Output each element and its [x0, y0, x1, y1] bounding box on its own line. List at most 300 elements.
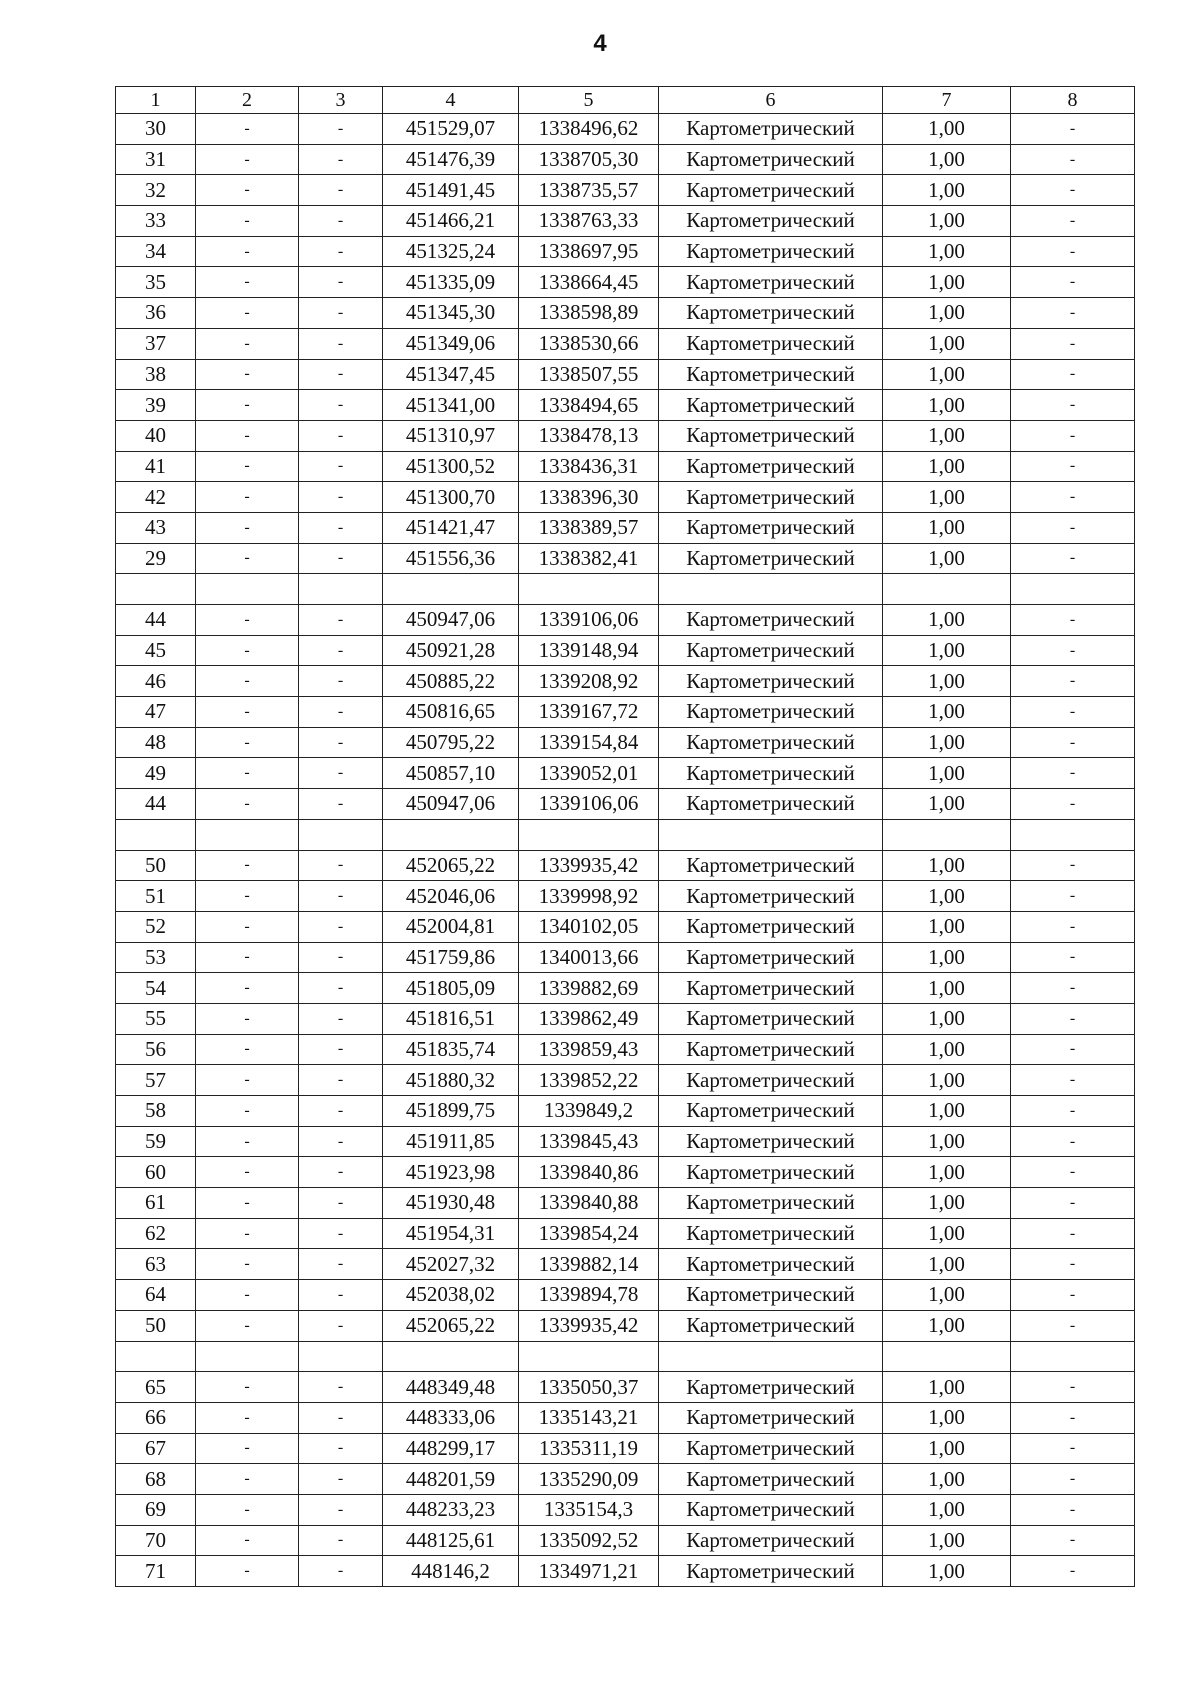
col3-cell: - [299, 758, 383, 789]
col2-cell: - [196, 1525, 299, 1556]
col2-cell: - [196, 236, 299, 267]
method-cell: Картометрический [659, 635, 883, 666]
col3-cell: - [299, 850, 383, 881]
accuracy-cell: 1,00 [883, 359, 1011, 390]
col2-cell: - [196, 390, 299, 421]
accuracy-cell: 1,00 [883, 942, 1011, 973]
col3-cell: - [299, 1126, 383, 1157]
method-cell: Картометрический [659, 206, 883, 237]
x-coordinate-cell: 451805,09 [383, 973, 519, 1004]
point-number-cell: 50 [116, 850, 196, 881]
col8-cell: - [1011, 1556, 1135, 1587]
col8-cell: - [1011, 881, 1135, 912]
col2-cell: - [196, 666, 299, 697]
point-number-cell: 66 [116, 1402, 196, 1433]
col3-cell: - [299, 1310, 383, 1341]
col8-cell: - [1011, 666, 1135, 697]
col3-cell: - [299, 881, 383, 912]
table-row [116, 911, 1135, 942]
point-number-cell: 62 [116, 1218, 196, 1249]
col2-cell: - [196, 1494, 299, 1525]
col2-cell: - [196, 206, 299, 237]
y-coordinate-cell: 1338389,57 [519, 512, 659, 543]
point-number-cell: 31 [116, 144, 196, 175]
col8-cell: - [1011, 1126, 1135, 1157]
table-row [116, 1157, 1135, 1188]
col2-cell: - [196, 420, 299, 451]
col3-cell: - [299, 1157, 383, 1188]
col2-cell: - [196, 727, 299, 758]
col8-cell: - [1011, 1525, 1135, 1556]
accuracy-cell: 1,00 [883, 420, 1011, 451]
table-row [116, 206, 1135, 237]
y-coordinate-cell: 1338763,33 [519, 206, 659, 237]
method-cell: Картометрический [659, 512, 883, 543]
x-coordinate-cell: 451923,98 [383, 1157, 519, 1188]
y-coordinate-cell: 1338496,62 [519, 114, 659, 145]
method-cell: Картометрический [659, 1188, 883, 1219]
method-cell: Картометрический [659, 298, 883, 329]
x-coordinate-cell: 451476,39 [383, 144, 519, 175]
col3-cell: - [299, 1525, 383, 1556]
accuracy-cell: 1,00 [883, 144, 1011, 175]
y-coordinate-cell [519, 819, 659, 850]
x-coordinate-cell: 451300,70 [383, 482, 519, 513]
point-number-cell: 37 [116, 328, 196, 359]
accuracy-cell: 1,00 [883, 1280, 1011, 1311]
y-coordinate-cell: 1339840,86 [519, 1157, 659, 1188]
col3-cell: - [299, 1372, 383, 1403]
method-cell: Картометрический [659, 1402, 883, 1433]
col8-cell: - [1011, 1433, 1135, 1464]
col3-cell: - [299, 1433, 383, 1464]
point-number-cell: 33 [116, 206, 196, 237]
accuracy-cell: 1,00 [883, 298, 1011, 329]
point-number-cell: 35 [116, 267, 196, 298]
method-cell: Картометрический [659, 359, 883, 390]
y-coordinate-cell: 1339849,2 [519, 1096, 659, 1127]
table-row [116, 1188, 1135, 1219]
x-coordinate-cell: 451347,45 [383, 359, 519, 390]
column-header: 7 [883, 87, 1011, 114]
col8-cell: - [1011, 973, 1135, 1004]
col2-cell: - [196, 881, 299, 912]
x-coordinate-cell: 450947,06 [383, 789, 519, 820]
y-coordinate-cell: 1339859,43 [519, 1034, 659, 1065]
x-coordinate-cell: 450795,22 [383, 727, 519, 758]
col3-cell: - [299, 1096, 383, 1127]
point-number-cell: 42 [116, 482, 196, 513]
accuracy-cell: 1,00 [883, 236, 1011, 267]
y-coordinate-cell: 1338494,65 [519, 390, 659, 421]
method-cell: Картометрический [659, 973, 883, 1004]
x-coordinate-cell: 451816,51 [383, 1003, 519, 1034]
col2-cell: - [196, 697, 299, 728]
table-row [116, 1126, 1135, 1157]
point-number-cell: 56 [116, 1034, 196, 1065]
method-cell: Картометрический [659, 236, 883, 267]
table-row [116, 605, 1135, 636]
col3-cell: - [299, 635, 383, 666]
accuracy-cell: 1,00 [883, 697, 1011, 728]
column-header: 3 [299, 87, 383, 114]
col2-cell: - [196, 1464, 299, 1495]
col8-cell: - [1011, 758, 1135, 789]
x-coordinate-cell: 451911,85 [383, 1126, 519, 1157]
col3-cell: - [299, 1188, 383, 1219]
accuracy-cell: 1,00 [883, 512, 1011, 543]
col3-cell: - [299, 1249, 383, 1280]
col8-cell: - [1011, 1464, 1135, 1495]
method-cell: Картометрический [659, 789, 883, 820]
point-number-cell: 49 [116, 758, 196, 789]
col2-cell: - [196, 605, 299, 636]
col3-cell: - [299, 267, 383, 298]
col2-cell: - [196, 175, 299, 206]
method-cell: Картометрический [659, 1310, 883, 1341]
y-coordinate-cell: 1334971,21 [519, 1556, 659, 1587]
point-number-cell: 64 [116, 1280, 196, 1311]
table-row [116, 451, 1135, 482]
col3-cell: - [299, 911, 383, 942]
table-row [116, 1556, 1135, 1587]
table-header-row [116, 87, 1135, 114]
method-cell: Картометрический [659, 1525, 883, 1556]
table-row [116, 1280, 1135, 1311]
x-coordinate-cell: 451880,32 [383, 1065, 519, 1096]
table-row [116, 267, 1135, 298]
col8-cell: - [1011, 267, 1135, 298]
method-cell: Картометрический [659, 727, 883, 758]
accuracy-cell: 1,00 [883, 206, 1011, 237]
col3-cell: - [299, 727, 383, 758]
point-number-cell: 36 [116, 298, 196, 329]
y-coordinate-cell: 1338530,66 [519, 328, 659, 359]
col2-cell: - [196, 1556, 299, 1587]
col3-cell: - [299, 1065, 383, 1096]
col2-cell: - [196, 1157, 299, 1188]
x-coordinate-cell: 448333,06 [383, 1402, 519, 1433]
method-cell: Картометрический [659, 1157, 883, 1188]
table-row [116, 390, 1135, 421]
col8-cell: - [1011, 236, 1135, 267]
accuracy-cell: 1,00 [883, 1402, 1011, 1433]
y-coordinate-cell [519, 574, 659, 605]
x-coordinate-cell: 451835,74 [383, 1034, 519, 1065]
x-coordinate-cell [383, 1341, 519, 1372]
x-coordinate-cell: 451954,31 [383, 1218, 519, 1249]
table-separator-row [116, 819, 1135, 850]
col2-cell [196, 1341, 299, 1372]
x-coordinate-cell: 448349,48 [383, 1372, 519, 1403]
col2-cell [196, 574, 299, 605]
method-cell: Картометрический [659, 942, 883, 973]
table-row [116, 1402, 1135, 1433]
point-number-cell: 53 [116, 942, 196, 973]
table-row [116, 1096, 1135, 1127]
x-coordinate-cell: 451556,36 [383, 543, 519, 574]
y-coordinate-cell: 1339840,88 [519, 1188, 659, 1219]
col2-cell: - [196, 850, 299, 881]
column-header: 6 [659, 87, 883, 114]
accuracy-cell: 1,00 [883, 666, 1011, 697]
col2-cell: - [196, 512, 299, 543]
method-cell: Картометрический [659, 1464, 883, 1495]
point-number-cell: 32 [116, 175, 196, 206]
table-row [116, 1218, 1135, 1249]
col8-cell: - [1011, 1402, 1135, 1433]
table-row [116, 359, 1135, 390]
y-coordinate-cell: 1339208,92 [519, 666, 659, 697]
method-cell [659, 574, 883, 605]
col2-cell: - [196, 1310, 299, 1341]
table-row [116, 727, 1135, 758]
method-cell: Картометрический [659, 881, 883, 912]
col3-cell: - [299, 482, 383, 513]
col8-cell: - [1011, 512, 1135, 543]
point-number-cell: 65 [116, 1372, 196, 1403]
x-coordinate-cell: 450885,22 [383, 666, 519, 697]
point-number-cell: 68 [116, 1464, 196, 1495]
accuracy-cell: 1,00 [883, 881, 1011, 912]
method-cell: Картометрический [659, 267, 883, 298]
col3-cell: - [299, 1556, 383, 1587]
y-coordinate-cell: 1339106,06 [519, 605, 659, 636]
table-row [116, 144, 1135, 175]
x-coordinate-cell: 451341,00 [383, 390, 519, 421]
column-header: 5 [519, 87, 659, 114]
accuracy-cell [883, 1341, 1011, 1372]
accuracy-cell: 1,00 [883, 1003, 1011, 1034]
accuracy-cell: 1,00 [883, 175, 1011, 206]
y-coordinate-cell: 1338436,31 [519, 451, 659, 482]
col3-cell [299, 574, 383, 605]
col8-cell [1011, 819, 1135, 850]
accuracy-cell: 1,00 [883, 390, 1011, 421]
x-coordinate-cell: 451349,06 [383, 328, 519, 359]
col2-cell: - [196, 1034, 299, 1065]
y-coordinate-cell: 1338382,41 [519, 543, 659, 574]
x-coordinate-cell: 452046,06 [383, 881, 519, 912]
accuracy-cell: 1,00 [883, 635, 1011, 666]
point-number-cell: 55 [116, 1003, 196, 1034]
y-coordinate-cell: 1338697,95 [519, 236, 659, 267]
table-row [116, 1249, 1135, 1280]
col2-cell: - [196, 1003, 299, 1034]
col3-cell: - [299, 175, 383, 206]
accuracy-cell: 1,00 [883, 1188, 1011, 1219]
accuracy-cell: 1,00 [883, 1494, 1011, 1525]
point-number-cell: 71 [116, 1556, 196, 1587]
point-number-cell: 39 [116, 390, 196, 421]
point-number-cell: 69 [116, 1494, 196, 1525]
y-coordinate-cell: 1339854,24 [519, 1218, 659, 1249]
point-number-cell: 46 [116, 666, 196, 697]
table-row [116, 1525, 1135, 1556]
col2-cell: - [196, 482, 299, 513]
point-number-cell: 54 [116, 973, 196, 1004]
col2-cell: - [196, 635, 299, 666]
x-coordinate-cell: 450921,28 [383, 635, 519, 666]
table-row [116, 236, 1135, 267]
y-coordinate-cell: 1339882,14 [519, 1249, 659, 1280]
y-coordinate-cell: 1339998,92 [519, 881, 659, 912]
col3-cell: - [299, 697, 383, 728]
method-cell: Картометрический [659, 758, 883, 789]
col8-cell: - [1011, 1372, 1135, 1403]
point-number-cell: 41 [116, 451, 196, 482]
accuracy-cell: 1,00 [883, 911, 1011, 942]
col8-cell: - [1011, 420, 1135, 451]
col8-cell: - [1011, 911, 1135, 942]
point-number-cell: 48 [116, 727, 196, 758]
y-coordinate-cell: 1339167,72 [519, 697, 659, 728]
table-row [116, 1464, 1135, 1495]
x-coordinate-cell: 451310,97 [383, 420, 519, 451]
y-coordinate-cell: 1340013,66 [519, 942, 659, 973]
method-cell: Картометрический [659, 911, 883, 942]
table-row [116, 881, 1135, 912]
x-coordinate-cell: 448201,59 [383, 1464, 519, 1495]
accuracy-cell: 1,00 [883, 1372, 1011, 1403]
col2-cell: - [196, 1249, 299, 1280]
col8-cell: - [1011, 1096, 1135, 1127]
table-row [116, 697, 1135, 728]
col3-cell: - [299, 236, 383, 267]
y-coordinate-cell: 1335154,3 [519, 1494, 659, 1525]
point-number-cell: 30 [116, 114, 196, 145]
point-number-cell: 58 [116, 1096, 196, 1127]
accuracy-cell: 1,00 [883, 482, 1011, 513]
col8-cell: - [1011, 697, 1135, 728]
col2-cell: - [196, 1280, 299, 1311]
col2-cell [196, 819, 299, 850]
x-coordinate-cell: 448146,2 [383, 1556, 519, 1587]
col3-cell [299, 1341, 383, 1372]
col3-cell: - [299, 666, 383, 697]
col2-cell: - [196, 144, 299, 175]
method-cell: Картометрический [659, 175, 883, 206]
method-cell: Картометрический [659, 1249, 883, 1280]
table-row [116, 1310, 1135, 1341]
x-coordinate-cell: 450857,10 [383, 758, 519, 789]
accuracy-cell: 1,00 [883, 850, 1011, 881]
x-coordinate-cell [383, 574, 519, 605]
method-cell: Картометрический [659, 328, 883, 359]
col2-cell: - [196, 543, 299, 574]
y-coordinate-cell: 1338598,89 [519, 298, 659, 329]
y-coordinate-cell: 1335050,37 [519, 1372, 659, 1403]
table-row [116, 328, 1135, 359]
col2-cell: - [196, 451, 299, 482]
col3-cell: - [299, 1003, 383, 1034]
col2-cell: - [196, 328, 299, 359]
col2-cell: - [196, 789, 299, 820]
table-row [116, 666, 1135, 697]
page-number: 4 [593, 30, 607, 57]
col8-cell: - [1011, 114, 1135, 145]
point-number-cell: 52 [116, 911, 196, 942]
accuracy-cell: 1,00 [883, 1096, 1011, 1127]
y-coordinate-cell: 1339845,43 [519, 1126, 659, 1157]
col2-cell: - [196, 942, 299, 973]
point-number-cell: 44 [116, 789, 196, 820]
point-number-cell: 34 [116, 236, 196, 267]
table-row [116, 1034, 1135, 1065]
x-coordinate-cell: 450947,06 [383, 605, 519, 636]
col2-cell: - [196, 267, 299, 298]
x-coordinate-cell: 451345,30 [383, 298, 519, 329]
y-coordinate-cell: 1338664,45 [519, 267, 659, 298]
table-row [116, 1065, 1135, 1096]
col3-cell: - [299, 114, 383, 145]
accuracy-cell [883, 574, 1011, 605]
table-row [116, 482, 1135, 513]
accuracy-cell [883, 819, 1011, 850]
method-cell: Картометрический [659, 850, 883, 881]
col3-cell: - [299, 1464, 383, 1495]
method-cell: Картометрический [659, 1126, 883, 1157]
point-number-cell: 61 [116, 1188, 196, 1219]
col2-cell: - [196, 359, 299, 390]
table-row [116, 942, 1135, 973]
method-cell: Картометрический [659, 1433, 883, 1464]
x-coordinate-cell: 451325,24 [383, 236, 519, 267]
method-cell: Картометрический [659, 1218, 883, 1249]
y-coordinate-cell: 1339052,01 [519, 758, 659, 789]
col8-cell: - [1011, 451, 1135, 482]
method-cell: Картометрический [659, 697, 883, 728]
x-coordinate-cell: 452065,22 [383, 1310, 519, 1341]
y-coordinate-cell: 1338705,30 [519, 144, 659, 175]
accuracy-cell: 1,00 [883, 1157, 1011, 1188]
y-coordinate-cell: 1339882,69 [519, 973, 659, 1004]
col3-cell: - [299, 451, 383, 482]
accuracy-cell: 1,00 [883, 1525, 1011, 1556]
col2-cell: - [196, 1188, 299, 1219]
point-number-cell: 29 [116, 543, 196, 574]
point-number-cell: 38 [116, 359, 196, 390]
accuracy-cell: 1,00 [883, 727, 1011, 758]
x-coordinate-cell: 448299,17 [383, 1433, 519, 1464]
table-row [116, 1372, 1135, 1403]
method-cell: Картометрический [659, 605, 883, 636]
x-coordinate-cell: 451466,21 [383, 206, 519, 237]
y-coordinate-cell: 1335092,52 [519, 1525, 659, 1556]
col3-cell: - [299, 420, 383, 451]
accuracy-cell: 1,00 [883, 605, 1011, 636]
point-number-cell [116, 574, 196, 605]
col3-cell: - [299, 789, 383, 820]
col3-cell: - [299, 512, 383, 543]
y-coordinate-cell: 1335290,09 [519, 1464, 659, 1495]
x-coordinate-cell: 452038,02 [383, 1280, 519, 1311]
point-number-cell: 47 [116, 697, 196, 728]
accuracy-cell: 1,00 [883, 543, 1011, 574]
col3-cell: - [299, 1218, 383, 1249]
method-cell: Картометрический [659, 543, 883, 574]
method-cell: Картометрический [659, 144, 883, 175]
table-row [116, 1494, 1135, 1525]
method-cell: Картометрический [659, 1494, 883, 1525]
point-number-cell [116, 819, 196, 850]
table-separator-row [116, 574, 1135, 605]
accuracy-cell: 1,00 [883, 789, 1011, 820]
y-coordinate-cell: 1339862,49 [519, 1003, 659, 1034]
accuracy-cell: 1,00 [883, 1433, 1011, 1464]
col3-cell: - [299, 1034, 383, 1065]
col3-cell: - [299, 390, 383, 421]
